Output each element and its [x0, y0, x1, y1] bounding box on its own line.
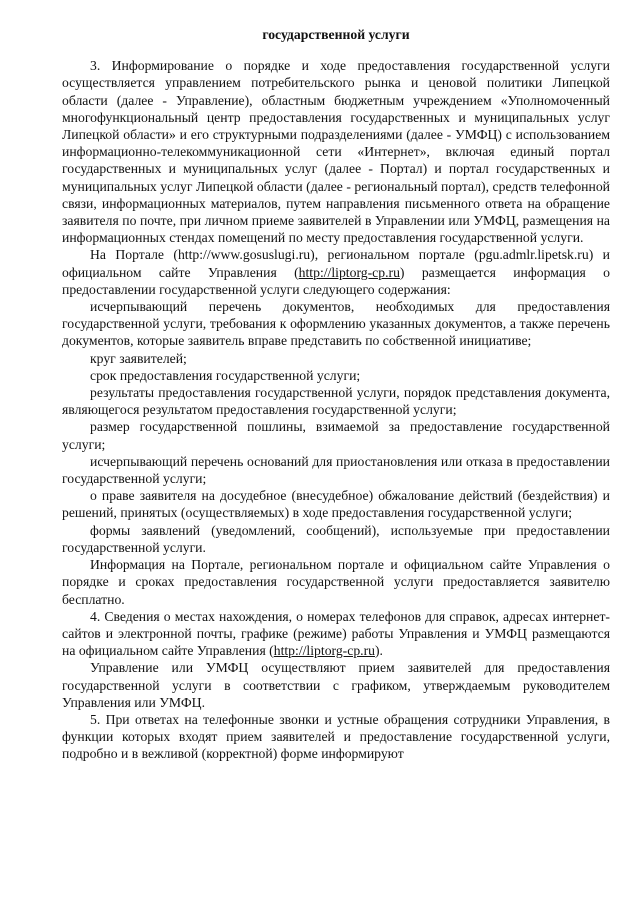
paragraph-portal-info: [62, 246, 610, 298]
liptorg-link[interactable]: http://liptorg-cp.ru: [298, 264, 400, 280]
list-item-forms: формы заявлений (уведомлений, сообщений), используемые при предоставлении государственной услуги.: [62, 522, 610, 555]
section-heading: государственной услуги: [262, 27, 410, 42]
contacts-text: 4. Сведения о местах нахождения, о номерах телефонов для справок, адресах интернет-сайтов и электронной почты, графике (режиме) работы Управления и УМФЦ размещаются на официальном сайте Управления (: [62, 608, 610, 659]
list-item-applicants: круг заявителей;: [90, 350, 187, 366]
liptorg-link-2[interactable]: http://liptorg-cp.ru: [273, 643, 375, 659]
paragraph-free-info: Информация на Портале, региональном портале и официальном сайте Управления о порядке и сроках предоставления государственной услуги предоставляется заявителю бесплатно.: [62, 557, 610, 607]
list-item-documents: исчерпывающий перечень документов, необходимых для предоставления государственной услуги, требования к оформлению указанных документов, а также перечень документов, которые заявитель вправе представить по собственной инициативе;: [62, 299, 610, 349]
paragraph-3: 3. Информирование о порядке и ходе предоставления государственной услуги осуществляется управлением потребительского рынка и ценовой политики Липецкой области (далее - Управление), областным бюджетным учреждением «Уполномоченный многофункциональный центр предоставления государственных и муниципальных услуг Липецкой области» и его структурными подразделениями (далее - УМФЦ) с использованием информационно-телекоммуникационной сети «Интернет», включая единый портал государственных и муниципальных услуг (далее - Портал) и портал государственных и муниципальных услуг Липецкой области (далее - региональный портал), средств телефонной связи, информационных материалов, путем направления письменного ответа на обращение заявителя по почте, при личном приеме заявителей в Управлении или УМФЦ, размещения на информационных стендах помещений по месту предоставления государственной услуги.: [62, 58, 610, 246]
paragraph-5: 5. При ответах на телефонные звонки и устные обращения сотрудники Управления, в функции которых входят прием заявителей и предоставление государственной услуги, подробно и в вежливой (корректной) форме информируют: [62, 711, 610, 762]
paragraph-4: [62, 608, 610, 660]
document-page: [62, 26, 610, 763]
list-item-fee: размер государственной пошлины, взимаемой за предоставление государственной услуги;: [62, 419, 610, 452]
portal-info-text: На Портале (http://www.gosuslugi.ru), региональном портале (pgu.admlr.lipetsk.ru) и официальном сайте Управления (: [62, 247, 610, 280]
list-item-grounds: исчерпывающий перечень оснований для приостановления или отказа в предоставлении государственной услуги;: [62, 453, 610, 487]
list-item-results: результаты предоставления государственной услуги, порядок представления документа, являющегося результатом предоставления государственной услуги;: [62, 385, 610, 418]
list-item-term: срок предоставления государственной услуги;: [90, 367, 361, 383]
paragraph-schedule: Управление или УМФЦ осуществляют прием заявителей для предоставления государственной услуги в соответствии с графиком, утверждаемым руководителем Управления или УМФЦ.: [62, 660, 610, 710]
portal-info-text-end: ) размещается информация о предоставлении государственной услуги следующего содержания:: [62, 264, 610, 297]
contacts-text-end: ).: [375, 643, 383, 659]
list-item-appeal: о праве заявителя на досудебное (внесудебное) обжалование действий (бездействия) и решений, принятых (осуществляемых) в ходе предоставления государственной услуги;: [62, 488, 610, 521]
